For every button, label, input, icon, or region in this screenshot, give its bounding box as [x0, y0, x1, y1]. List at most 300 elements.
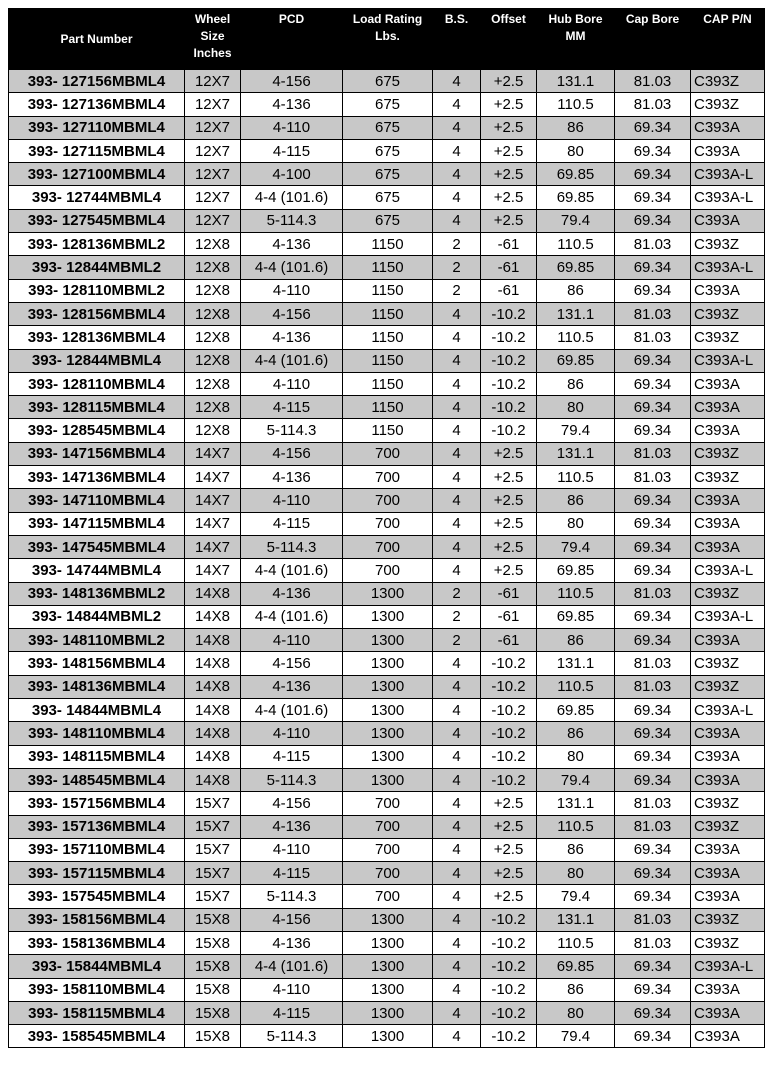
cell-part-number: 393- 147115MBML4 — [9, 512, 185, 535]
cell-cap-bore: 81.03 — [615, 326, 691, 349]
cell-hub-bore: 110.5 — [537, 675, 615, 698]
cell-pcd: 4-136 — [241, 326, 343, 349]
cell-load-rating: 675 — [343, 163, 433, 186]
cell-offset: -10.2 — [481, 699, 537, 722]
cell-offset: +2.5 — [481, 466, 537, 489]
cell-wheel-size: 15X7 — [185, 862, 241, 885]
cell-bs: 4 — [433, 885, 481, 908]
cell-load-rating: 1300 — [343, 629, 433, 652]
cell-cap-bore: 81.03 — [615, 582, 691, 605]
cell-load-rating: 675 — [343, 93, 433, 116]
cell-hub-bore: 86 — [537, 629, 615, 652]
cell-pcd: 5-114.3 — [241, 419, 343, 442]
table-row — [9, 279, 765, 302]
cell-offset: +2.5 — [481, 535, 537, 558]
cell-offset: -10.2 — [481, 745, 537, 768]
cell-cap-pn: C393A — [691, 1001, 765, 1024]
cell-cap-bore: 69.34 — [615, 955, 691, 978]
cell-hub-bore: 110.5 — [537, 233, 615, 256]
cell-part-number: 393- 127110MBML4 — [9, 116, 185, 139]
cell-bs: 2 — [433, 279, 481, 302]
cell-offset: +2.5 — [481, 838, 537, 861]
cell-bs: 2 — [433, 233, 481, 256]
cell-part-number: 393- 127100MBML4 — [9, 163, 185, 186]
cell-hub-bore: 69.85 — [537, 349, 615, 372]
cell-cap-bore: 69.34 — [615, 838, 691, 861]
table-row — [9, 955, 765, 978]
cell-wheel-size: 12X7 — [185, 116, 241, 139]
cell-cap-bore: 81.03 — [615, 815, 691, 838]
cell-hub-bore: 110.5 — [537, 931, 615, 954]
cell-hub-bore: 110.5 — [537, 815, 615, 838]
cell-hub-bore: 131.1 — [537, 908, 615, 931]
cell-hub-bore: 80 — [537, 512, 615, 535]
cell-load-rating: 1300 — [343, 582, 433, 605]
header-load-rating — [343, 9, 433, 70]
header-row — [9, 9, 765, 70]
cell-wheel-size: 12X7 — [185, 93, 241, 116]
cell-hub-bore: 80 — [537, 396, 615, 419]
cell-part-number: 393- 157136MBML4 — [9, 815, 185, 838]
cell-cap-pn: C393A — [691, 535, 765, 558]
cell-wheel-size: 15X8 — [185, 978, 241, 1001]
cell-wheel-size: 14X7 — [185, 489, 241, 512]
cell-pcd: 4-110 — [241, 629, 343, 652]
cell-hub-bore: 79.4 — [537, 535, 615, 558]
cell-pcd: 4-136 — [241, 93, 343, 116]
cell-cap-bore: 69.34 — [615, 745, 691, 768]
cell-bs: 4 — [433, 768, 481, 791]
cell-offset: -10.2 — [481, 326, 537, 349]
cell-wheel-size: 12X8 — [185, 396, 241, 419]
cell-offset: -10.2 — [481, 931, 537, 954]
cell-offset: -10.2 — [481, 396, 537, 419]
cell-cap-pn: C393A — [691, 489, 765, 512]
cell-load-rating: 1150 — [343, 419, 433, 442]
cell-offset: -10.2 — [481, 908, 537, 931]
cell-cap-pn: C393A — [691, 419, 765, 442]
cell-wheel-size: 15X8 — [185, 1001, 241, 1024]
table-row — [9, 1001, 765, 1024]
cell-bs: 4 — [433, 372, 481, 395]
cell-hub-bore: 69.85 — [537, 256, 615, 279]
cell-offset: +2.5 — [481, 70, 537, 93]
cell-cap-pn: C393A — [691, 1025, 765, 1048]
cell-cap-bore: 69.34 — [615, 768, 691, 791]
cell-cap-pn: C393Z — [691, 466, 765, 489]
cell-hub-bore: 86 — [537, 489, 615, 512]
cell-pcd: 4-115 — [241, 745, 343, 768]
cell-wheel-size: 12X7 — [185, 186, 241, 209]
cell-pcd: 5-114.3 — [241, 885, 343, 908]
cell-load-rating: 1300 — [343, 722, 433, 745]
table-row — [9, 1025, 765, 1048]
cell-wheel-size: 15X8 — [185, 931, 241, 954]
cell-hub-bore: 69.85 — [537, 186, 615, 209]
cell-hub-bore: 86 — [537, 722, 615, 745]
cell-part-number: 393- 128110MBML4 — [9, 372, 185, 395]
header-hub-bore-line: MM — [565, 29, 586, 43]
cell-pcd: 4-115 — [241, 396, 343, 419]
table-row — [9, 302, 765, 325]
cell-cap-bore: 69.34 — [615, 116, 691, 139]
cell-cap-pn: C393A — [691, 885, 765, 908]
cell-offset: -10.2 — [481, 722, 537, 745]
cell-cap-pn: C393Z — [691, 70, 765, 93]
cell-hub-bore: 110.5 — [537, 582, 615, 605]
cell-cap-bore: 81.03 — [615, 931, 691, 954]
cell-part-number: 393- 157110MBML4 — [9, 838, 185, 861]
header-cap-bore — [615, 9, 691, 70]
cell-bs: 4 — [433, 838, 481, 861]
cell-load-rating: 1300 — [343, 768, 433, 791]
cell-offset: +2.5 — [481, 862, 537, 885]
cell-bs: 4 — [433, 116, 481, 139]
cell-part-number: 393- 127156MBML4 — [9, 70, 185, 93]
cell-hub-bore: 86 — [537, 279, 615, 302]
cell-bs: 4 — [433, 139, 481, 162]
cell-offset: -10.2 — [481, 349, 537, 372]
cell-offset: -10.2 — [481, 1025, 537, 1048]
cell-hub-bore: 131.1 — [537, 792, 615, 815]
cell-cap-bore: 69.34 — [615, 489, 691, 512]
cell-cap-pn: C393A — [691, 372, 765, 395]
cell-hub-bore: 79.4 — [537, 419, 615, 442]
cell-pcd: 4-136 — [241, 931, 343, 954]
wheel-spec-table-container — [8, 8, 764, 1048]
cell-pcd: 4-4 (101.6) — [241, 186, 343, 209]
cell-cap-pn: C393A-L — [691, 349, 765, 372]
cell-bs: 4 — [433, 489, 481, 512]
cell-part-number: 393- 128136MBML4 — [9, 326, 185, 349]
cell-offset: +2.5 — [481, 116, 537, 139]
cell-cap-bore: 81.03 — [615, 652, 691, 675]
cell-pcd: 4-110 — [241, 978, 343, 1001]
cell-hub-bore: 79.4 — [537, 885, 615, 908]
cell-load-rating: 700 — [343, 442, 433, 465]
cell-offset: +2.5 — [481, 815, 537, 838]
header-part-number — [9, 9, 185, 70]
cell-pcd: 4-115 — [241, 1001, 343, 1024]
cell-part-number: 393- 127545MBML4 — [9, 209, 185, 232]
cell-offset: +2.5 — [481, 139, 537, 162]
cell-offset: +2.5 — [481, 163, 537, 186]
cell-load-rating: 700 — [343, 862, 433, 885]
cell-bs: 4 — [433, 908, 481, 931]
cell-load-rating: 700 — [343, 559, 433, 582]
cell-load-rating: 1300 — [343, 1001, 433, 1024]
cell-part-number: 393- 147156MBML4 — [9, 442, 185, 465]
cell-load-rating: 675 — [343, 116, 433, 139]
table-row — [9, 699, 765, 722]
cell-part-number: 393- 158156MBML4 — [9, 908, 185, 931]
cell-pcd: 4-115 — [241, 862, 343, 885]
header-bs — [433, 9, 481, 70]
table-row — [9, 326, 765, 349]
cell-cap-bore: 69.34 — [615, 535, 691, 558]
cell-wheel-size: 14X8 — [185, 675, 241, 698]
cell-pcd: 5-114.3 — [241, 209, 343, 232]
cell-cap-pn: C393A — [691, 116, 765, 139]
cell-wheel-size: 15X8 — [185, 1025, 241, 1048]
table-row — [9, 629, 765, 652]
cell-cap-bore: 69.34 — [615, 559, 691, 582]
cell-cap-pn: C393Z — [691, 931, 765, 954]
cell-cap-pn: C393Z — [691, 652, 765, 675]
cell-cap-bore: 69.34 — [615, 512, 691, 535]
cell-wheel-size: 14X8 — [185, 605, 241, 628]
cell-part-number: 393- 15844MBML4 — [9, 955, 185, 978]
table-row — [9, 908, 765, 931]
cell-bs: 4 — [433, 512, 481, 535]
cell-hub-bore: 86 — [537, 838, 615, 861]
cell-cap-bore: 69.34 — [615, 186, 691, 209]
cell-bs: 4 — [433, 955, 481, 978]
cell-offset: +2.5 — [481, 792, 537, 815]
cell-load-rating: 700 — [343, 815, 433, 838]
cell-cap-bore: 69.34 — [615, 862, 691, 885]
cell-hub-bore: 110.5 — [537, 326, 615, 349]
table-row — [9, 70, 765, 93]
cell-cap-pn: C393Z — [691, 93, 765, 116]
cell-cap-pn: C393A — [691, 139, 765, 162]
cell-cap-bore: 69.34 — [615, 279, 691, 302]
cell-bs: 2 — [433, 582, 481, 605]
cell-part-number: 393- 12844MBML4 — [9, 349, 185, 372]
cell-cap-pn: C393A — [691, 396, 765, 419]
cell-load-rating: 1300 — [343, 1025, 433, 1048]
cell-cap-bore: 81.03 — [615, 70, 691, 93]
cell-wheel-size: 12X7 — [185, 70, 241, 93]
cell-bs: 4 — [433, 699, 481, 722]
cell-cap-bore: 81.03 — [615, 442, 691, 465]
header-offset — [481, 9, 537, 70]
cell-bs: 4 — [433, 326, 481, 349]
cell-part-number: 393- 148156MBML4 — [9, 652, 185, 675]
cell-cap-bore: 69.34 — [615, 163, 691, 186]
cell-wheel-size: 14X8 — [185, 768, 241, 791]
cell-load-rating: 700 — [343, 792, 433, 815]
cell-pcd: 4-4 (101.6) — [241, 349, 343, 372]
table-row — [9, 233, 765, 256]
cell-offset: -10.2 — [481, 1001, 537, 1024]
cell-pcd: 4-110 — [241, 838, 343, 861]
cell-bs: 4 — [433, 815, 481, 838]
cell-wheel-size: 14X7 — [185, 512, 241, 535]
cell-offset: +2.5 — [481, 186, 537, 209]
cell-cap-pn: C393A-L — [691, 699, 765, 722]
cell-pcd: 4-4 (101.6) — [241, 559, 343, 582]
cell-wheel-size: 15X7 — [185, 792, 241, 815]
table-row — [9, 768, 765, 791]
cell-bs: 4 — [433, 466, 481, 489]
table-row — [9, 372, 765, 395]
cell-pcd: 4-110 — [241, 372, 343, 395]
header-part-number-line: Part Number — [60, 31, 133, 46]
table-row — [9, 675, 765, 698]
cell-hub-bore: 69.85 — [537, 955, 615, 978]
cell-wheel-size: 12X8 — [185, 372, 241, 395]
cell-wheel-size: 15X7 — [185, 838, 241, 861]
header-bs-line: B.S. — [444, 12, 469, 26]
cell-part-number: 393- 148136MBML2 — [9, 582, 185, 605]
cell-load-rating: 1150 — [343, 279, 433, 302]
cell-cap-bore: 69.34 — [615, 349, 691, 372]
cell-hub-bore: 131.1 — [537, 302, 615, 325]
cell-cap-pn: C393A-L — [691, 605, 765, 628]
cell-hub-bore: 86 — [537, 116, 615, 139]
cell-bs: 4 — [433, 163, 481, 186]
cell-part-number: 393- 158136MBML4 — [9, 931, 185, 954]
cell-pcd: 4-4 (101.6) — [241, 605, 343, 628]
cell-cap-pn: C393A-L — [691, 955, 765, 978]
cell-bs: 4 — [433, 652, 481, 675]
cell-part-number: 393- 128156MBML4 — [9, 302, 185, 325]
cell-hub-bore: 79.4 — [537, 1025, 615, 1048]
header-load-rating-line: Load Rating — [352, 12, 423, 26]
cell-load-rating: 1150 — [343, 372, 433, 395]
cell-bs: 4 — [433, 931, 481, 954]
cell-bs: 4 — [433, 93, 481, 116]
cell-load-rating: 1150 — [343, 326, 433, 349]
cell-bs: 4 — [433, 745, 481, 768]
header-wheel-size — [185, 9, 241, 70]
cell-pcd: 4-115 — [241, 512, 343, 535]
cell-load-rating: 1150 — [343, 233, 433, 256]
header-load-rating-line: Lbs. — [375, 29, 400, 43]
cell-pcd: 4-4 (101.6) — [241, 955, 343, 978]
cell-offset: -61 — [481, 605, 537, 628]
cell-part-number: 393- 14844MBML4 — [9, 699, 185, 722]
cell-bs: 4 — [433, 349, 481, 372]
cell-wheel-size: 15X7 — [185, 885, 241, 908]
table-row — [9, 349, 765, 372]
cell-cap-pn: C393A — [691, 838, 765, 861]
cell-load-rating: 1300 — [343, 699, 433, 722]
cell-load-rating: 700 — [343, 885, 433, 908]
cell-bs: 4 — [433, 396, 481, 419]
cell-cap-pn: C393A — [691, 279, 765, 302]
table-row — [9, 652, 765, 675]
cell-pcd: 4-100 — [241, 163, 343, 186]
header-wheel-size-line: Wheel — [194, 12, 231, 26]
table-row — [9, 256, 765, 279]
cell-offset: -10.2 — [481, 675, 537, 698]
cell-wheel-size: 12X8 — [185, 279, 241, 302]
cell-wheel-size: 12X7 — [185, 209, 241, 232]
cell-offset: +2.5 — [481, 559, 537, 582]
cell-pcd: 4-136 — [241, 815, 343, 838]
cell-load-rating: 700 — [343, 512, 433, 535]
cell-wheel-size: 14X8 — [185, 582, 241, 605]
cell-hub-bore: 86 — [537, 372, 615, 395]
cell-bs: 4 — [433, 862, 481, 885]
cell-cap-bore: 69.34 — [615, 978, 691, 1001]
cell-part-number: 393- 148110MBML2 — [9, 629, 185, 652]
cell-wheel-size: 14X8 — [185, 745, 241, 768]
table-row — [9, 139, 765, 162]
table-row — [9, 931, 765, 954]
cell-cap-bore: 69.34 — [615, 699, 691, 722]
table-row — [9, 396, 765, 419]
cell-load-rating: 1300 — [343, 908, 433, 931]
cell-bs: 4 — [433, 209, 481, 232]
cell-wheel-size: 14X8 — [185, 629, 241, 652]
cell-part-number: 393- 14744MBML4 — [9, 559, 185, 582]
cell-cap-pn: C393Z — [691, 792, 765, 815]
cell-hub-bore: 80 — [537, 745, 615, 768]
table-row — [9, 419, 765, 442]
header-wheel-size-line: Inches — [193, 46, 232, 60]
cell-load-rating: 1150 — [343, 302, 433, 325]
cell-part-number: 393- 147136MBML4 — [9, 466, 185, 489]
cell-hub-bore: 69.85 — [537, 163, 615, 186]
cell-cap-pn: C393A — [691, 768, 765, 791]
cell-cap-bore: 69.34 — [615, 1001, 691, 1024]
cell-bs: 4 — [433, 675, 481, 698]
cell-offset: -10.2 — [481, 372, 537, 395]
cell-cap-pn: C393A-L — [691, 256, 765, 279]
cell-cap-pn: C393A-L — [691, 559, 765, 582]
cell-load-rating: 1300 — [343, 675, 433, 698]
cell-load-rating: 675 — [343, 186, 433, 209]
cell-part-number: 393- 128110MBML2 — [9, 279, 185, 302]
cell-load-rating: 1300 — [343, 931, 433, 954]
cell-part-number: 393- 128115MBML4 — [9, 396, 185, 419]
cell-load-rating: 675 — [343, 70, 433, 93]
cell-wheel-size: 12X8 — [185, 233, 241, 256]
cell-pcd: 5-114.3 — [241, 768, 343, 791]
cell-cap-pn: C393A — [691, 862, 765, 885]
cell-wheel-size: 12X7 — [185, 163, 241, 186]
cell-bs: 4 — [433, 722, 481, 745]
cell-part-number: 393- 148110MBML4 — [9, 722, 185, 745]
cell-hub-bore: 79.4 — [537, 768, 615, 791]
cell-offset: -61 — [481, 582, 537, 605]
cell-load-rating: 1300 — [343, 745, 433, 768]
cell-offset: +2.5 — [481, 209, 537, 232]
cell-load-rating: 1150 — [343, 349, 433, 372]
cell-hub-bore: 131.1 — [537, 442, 615, 465]
cell-load-rating: 700 — [343, 838, 433, 861]
cell-offset: +2.5 — [481, 93, 537, 116]
cell-wheel-size: 15X8 — [185, 908, 241, 931]
cell-wheel-size: 14X7 — [185, 535, 241, 558]
header-pcd-line: PCD — [278, 12, 305, 26]
cell-pcd: 4-156 — [241, 302, 343, 325]
cell-offset: -10.2 — [481, 302, 537, 325]
cell-offset: -61 — [481, 256, 537, 279]
cell-pcd: 4-4 (101.6) — [241, 256, 343, 279]
table-row — [9, 186, 765, 209]
table-row — [9, 582, 765, 605]
cell-pcd: 4-4 (101.6) — [241, 699, 343, 722]
cell-load-rating: 1300 — [343, 978, 433, 1001]
header-cap-bore-line: Cap Bore — [625, 12, 680, 26]
cell-cap-bore: 69.34 — [615, 629, 691, 652]
cell-pcd: 4-156 — [241, 652, 343, 675]
cell-bs: 4 — [433, 792, 481, 815]
cell-cap-pn: C393A — [691, 978, 765, 1001]
cell-cap-bore: 69.34 — [615, 722, 691, 745]
cell-part-number: 393- 14844MBML2 — [9, 605, 185, 628]
wheel-spec-table — [8, 8, 765, 1048]
table-row — [9, 722, 765, 745]
cell-pcd: 4-136 — [241, 233, 343, 256]
cell-load-rating: 675 — [343, 139, 433, 162]
header-wheel-size-line: Size — [200, 29, 225, 43]
cell-pcd: 4-156 — [241, 442, 343, 465]
